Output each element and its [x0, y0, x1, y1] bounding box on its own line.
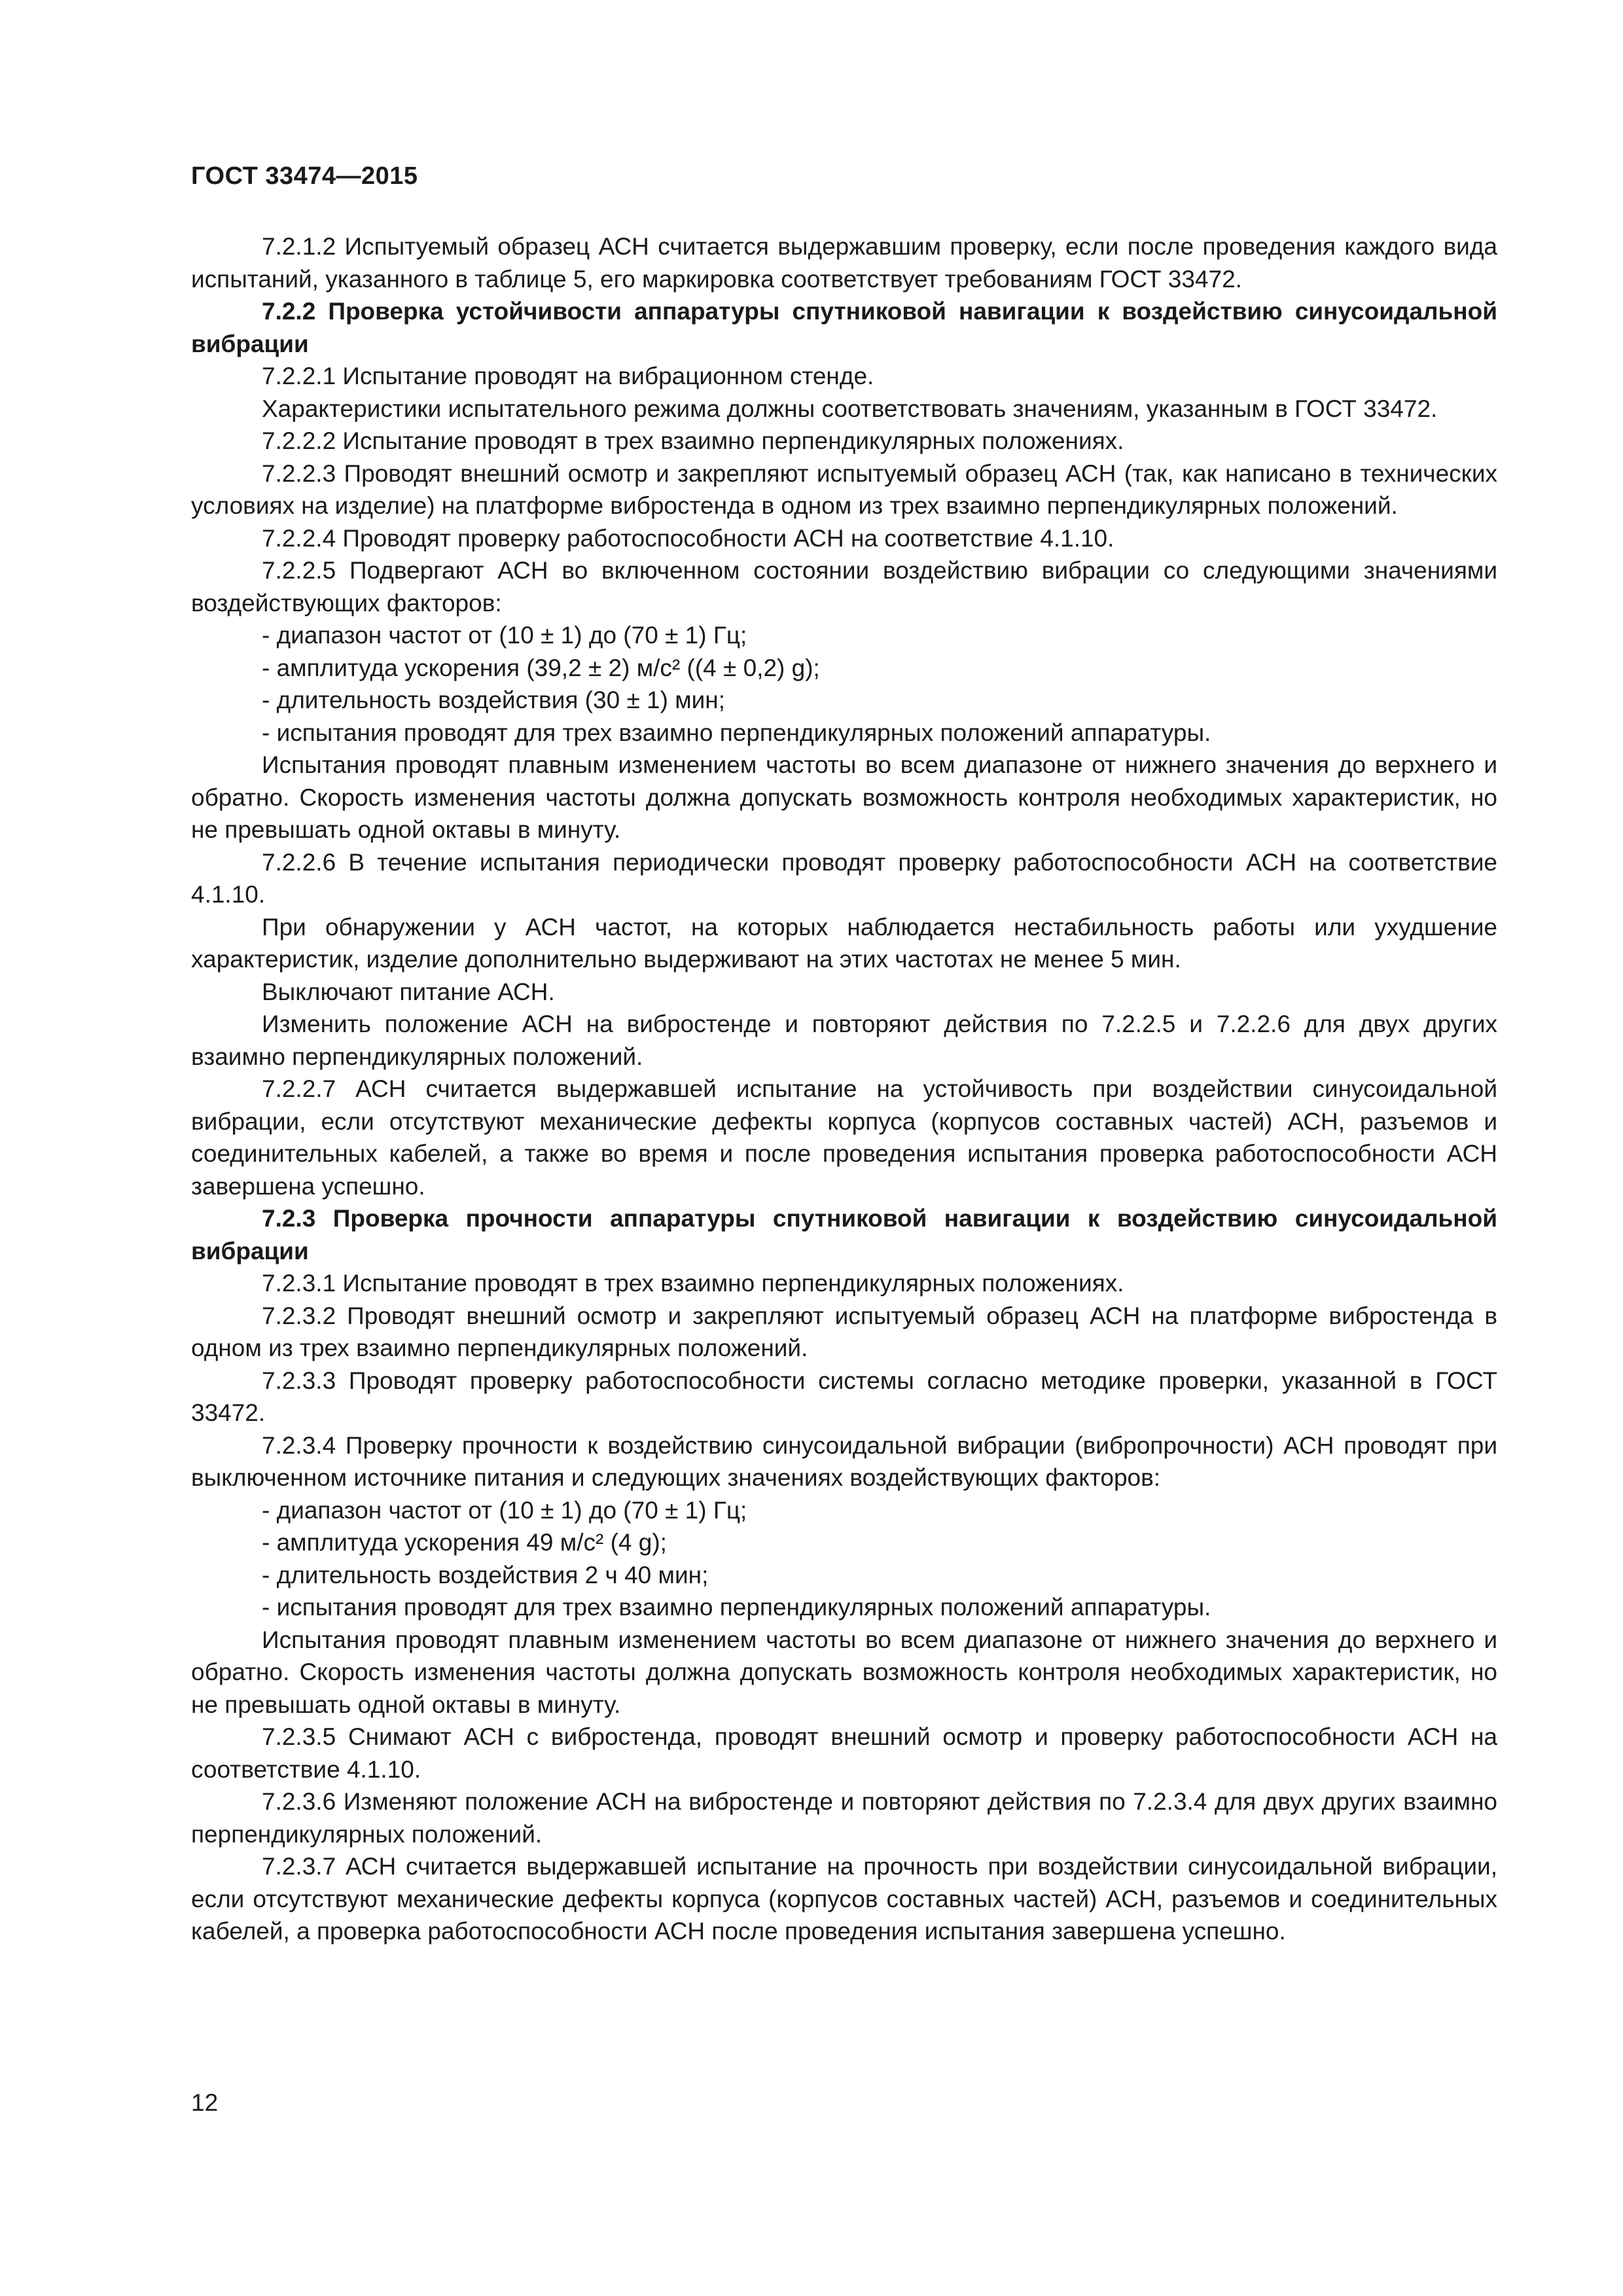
paragraph: 7.2.3.5 Снимают АСН с вибростенда, проводят внешний осмотр и проверку работоспособности АСН на соответствие 4.1.10. — [191, 1723, 1497, 1783]
list-item: - диапазон частот от (10 ± 1) до (70 ± 1) Гц; — [262, 1496, 747, 1524]
section-heading: 7.2.2 Проверка устойчивости аппаратуры спутниковой навигации к воздействию синусоидальной вибрации — [191, 298, 1497, 357]
paragraph: 7.2.3.2 Проводят внешний осмотр и закрепляют испытуемый образец АСН на платформе вибростенда в одном из трех взаимно перпендикулярных положений. — [191, 1302, 1497, 1361]
page-number: 12 — [191, 2089, 219, 2116]
paragraph: 7.2.1.2 Испытуемый образец АСН считается выдержавшим проверку, если после проведения каждого вида испытаний, указанного в таблице 5, его маркировка соответствует требованиям ГОСТ 33472. — [191, 233, 1497, 293]
paragraph: 7.2.2.7 АСН считается выдержавшей испытание на устойчивость при воздействии синусоидальной вибрации, если отсутствуют механические дефекты корпуса (корпусов составных частей) АСН, разъемов и соединительных кабелей, а также во время и после проведения испытания проверка работоспособности АСН завершена успешно. — [191, 1075, 1497, 1200]
list-item: - амплитуда ускорения 49 м/с² (4 g); — [262, 1529, 667, 1556]
paragraph: 7.2.2.3 Проводят внешний осмотр и закрепляют испытуемый образец АСН (так, как написано в технических условиях на изделие) на платформе вибростенда в одном из трех взаимно перпендикулярных положений. — [191, 459, 1497, 519]
list-item: - длительность воздействия (30 ± 1) мин; — [262, 687, 726, 713]
paragraph: Испытания проводят плавным изменением частоты во всем диапазоне от нижнего значения до верхнего и обратно. Скорость изменения частоты должна допускать возможность контроля необходимых характеристик, но не превышать одной октавы в минуту. — [191, 751, 1497, 843]
list-item: - испытания проводят для трех взаимно перпендикулярных положений аппаратуры. — [262, 719, 1211, 746]
paragraph: 7.2.2.2 Испытание проводят в трех взаимно перпендикулярных положениях. — [262, 427, 1124, 454]
paragraph: 7.2.3.3 Проводят проверку работоспособности системы согласно методике проверки, указанной в ГОСТ 33472. — [191, 1367, 1497, 1426]
paragraph: 7.2.2.4 Проводят проверку работоспособности АСН на соответствие 4.1.10. — [262, 524, 1115, 552]
paragraph: Изменить положение АСН на вибростенде и повторяют действия по 7.2.2.5 и 7.2.2.6 для двух других взаимно перпендикулярных положений. — [191, 1011, 1497, 1070]
paragraph: 7.2.3.7 АСН считается выдержавшей испытание на прочность при воздействии синусоидальной вибрации, если отсутствуют механические дефекты корпуса (корпусов составных частей) АСН, разъемов и соединительных кабелей, а проверка работоспособности АСН после проведения испытания завершена успешно. — [191, 1853, 1497, 1945]
list-item: - амплитуда ускорения (39,2 ± 2) м/с² ((4 ± 0,2) g); — [262, 654, 820, 681]
paragraph: 7.2.3.6 Изменяют положение АСН на вибростенде и повторяют действия по 7.2.3.4 для двух других взаимно перпендикулярных положений. — [191, 1788, 1497, 1848]
document-body — [191, 230, 1497, 1948]
paragraph: Характеристики испытательного режима должны соответствовать значениям, указанным в ГОСТ 33472. — [262, 395, 1438, 422]
paragraph: 7.2.2.1 Испытание проводят на вибрационном стенде. — [262, 363, 874, 389]
list-item: - длительность воздействия 2 ч 40 мин; — [262, 1561, 709, 1588]
paragraph: 7.2.3.1 Испытание проводят в трех взаимно перпендикулярных положениях. — [262, 1270, 1124, 1297]
document-code-header: ГОСТ 33474—2015 — [191, 162, 418, 190]
paragraph: 7.2.3.4 Проверку прочности к воздействию синусоидальной вибрации (вибропрочности) АСН проводят при выключенном источнике питания и следующих значениях воздействующих факторов: — [191, 1431, 1497, 1491]
section-heading: 7.2.3 Проверка прочности аппаратуры спутниковой навигации к воздействию синусоидальной вибрации — [191, 1205, 1497, 1265]
paragraph: Испытания проводят плавным изменением частоты во всем диапазоне от нижнего значения до верхнего и обратно. Скорость изменения частоты должна допускать возможность контроля необходимых характеристик, но не превышать одной октавы в минуту. — [191, 1626, 1497, 1718]
paragraph: 7.2.2.5 Подвергают АСН во включенном состоянии воздействию вибрации со следующими значениями воздействующих факторов: — [191, 557, 1497, 617]
paragraph: 7.2.2.6 В течение испытания периодически проводят проверку работоспособности АСН на соответствие 4.1.10. — [191, 848, 1497, 908]
list-item: - испытания проводят для трех взаимно перпендикулярных положений аппаратуры. — [262, 1594, 1211, 1621]
paragraph: При обнаружении у АСН частот, на которых наблюдается нестабильность работы или ухудшение характеристик, изделие дополнительно выдерживают на этих частотах не менее 5 мин. — [191, 913, 1497, 973]
list-item: - диапазон частот от (10 ± 1) до (70 ± 1) Гц; — [262, 622, 747, 649]
paragraph: Выключают питание АСН. — [262, 978, 555, 1005]
